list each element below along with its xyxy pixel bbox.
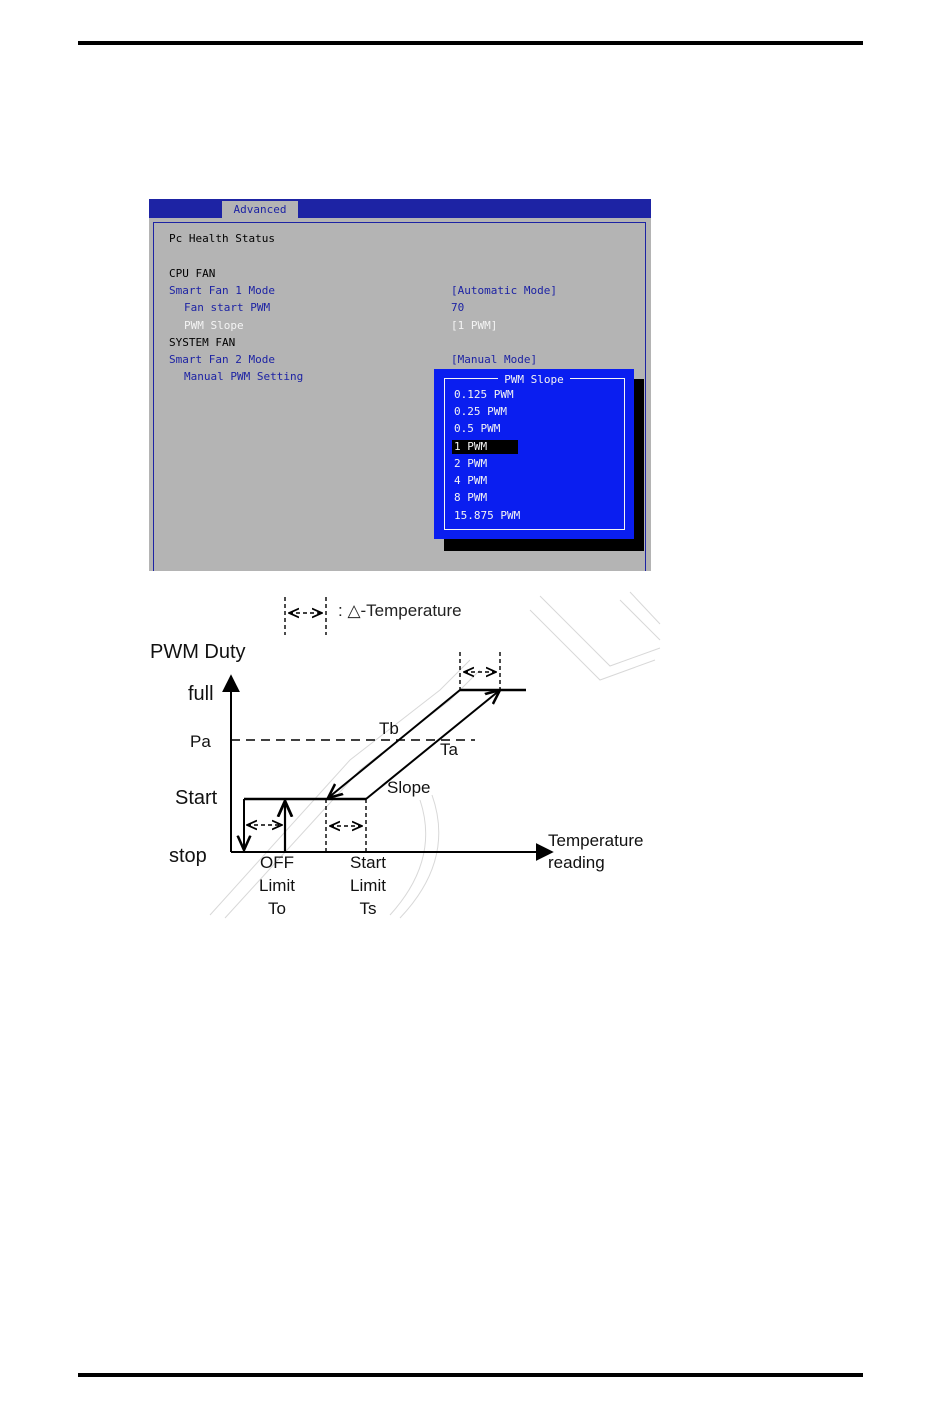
label-tb: Tb xyxy=(379,719,399,738)
popup-option-selected[interactable]: 1 PWM xyxy=(452,440,518,454)
popup-option[interactable]: 0.125 PWM xyxy=(454,388,514,401)
pwm-slope-label[interactable]: PWM Slope xyxy=(184,319,244,332)
popup-option[interactable]: 4 PWM xyxy=(454,474,488,487)
start-limit-line1: Start xyxy=(350,853,386,872)
smart-fan1-mode-label[interactable]: Smart Fan 1 Mode xyxy=(169,284,275,297)
pwm-slope-value[interactable]: [1 PWM] xyxy=(451,319,498,332)
cpu-fan-heading: CPU FAN xyxy=(169,267,216,280)
off-limit-line3: To xyxy=(268,899,286,918)
start-limit-line2: Limit xyxy=(350,876,386,895)
popup-title: PWM Slope xyxy=(434,370,634,388)
y-level-start: Start xyxy=(175,787,218,809)
x-axis-label-line2: reading xyxy=(548,853,605,872)
y-level-pa: Pa xyxy=(190,732,211,751)
legend-text: : △-Temperature xyxy=(338,601,462,620)
popup-option[interactable]: 8 PWM xyxy=(454,491,488,504)
system-fan-heading: SYSTEM FAN xyxy=(169,336,236,349)
tab-advanced[interactable]: Advanced xyxy=(222,201,298,218)
delta-temperature-legend xyxy=(285,597,326,635)
popup-option[interactable]: 0.25 PWM xyxy=(454,405,507,418)
fan-curve-diagram xyxy=(140,585,700,925)
smart-fan2-mode-value[interactable]: [Manual Mode] xyxy=(451,353,538,366)
label-ta: Ta xyxy=(440,740,458,759)
pwm-slope-popup xyxy=(434,369,634,539)
off-limit-line2: Limit xyxy=(259,876,295,895)
x-axis-label-line1: Temperature xyxy=(548,831,644,850)
popup-option[interactable]: 0.5 PWM xyxy=(454,422,501,435)
fan-start-pwm-value[interactable]: 70 xyxy=(451,301,465,314)
y-level-full: full xyxy=(188,683,214,705)
footer-rule xyxy=(78,1373,863,1377)
popup-option[interactable]: 2 PWM xyxy=(454,457,488,470)
y-level-stop: stop xyxy=(169,845,207,867)
smart-fan1-mode-value[interactable]: [Automatic Mode] xyxy=(451,284,557,297)
popup-option[interactable]: 15.875 PWM xyxy=(454,509,521,522)
smart-fan2-mode-label[interactable]: Smart Fan 2 Mode xyxy=(169,353,275,366)
header-rule xyxy=(78,41,863,45)
bios-menu-bar xyxy=(149,199,651,218)
fan-start-pwm-label[interactable]: Fan start PWM xyxy=(184,301,271,314)
y-axis-label: PWM Duty xyxy=(150,641,246,663)
manual-pwm-setting-label[interactable]: Manual PWM Setting xyxy=(184,370,304,383)
label-slope: Slope xyxy=(387,778,431,797)
off-limit-line1: OFF xyxy=(260,853,294,872)
start-limit-line3: Ts xyxy=(359,899,377,918)
section-title: Pc Health Status xyxy=(169,232,275,245)
